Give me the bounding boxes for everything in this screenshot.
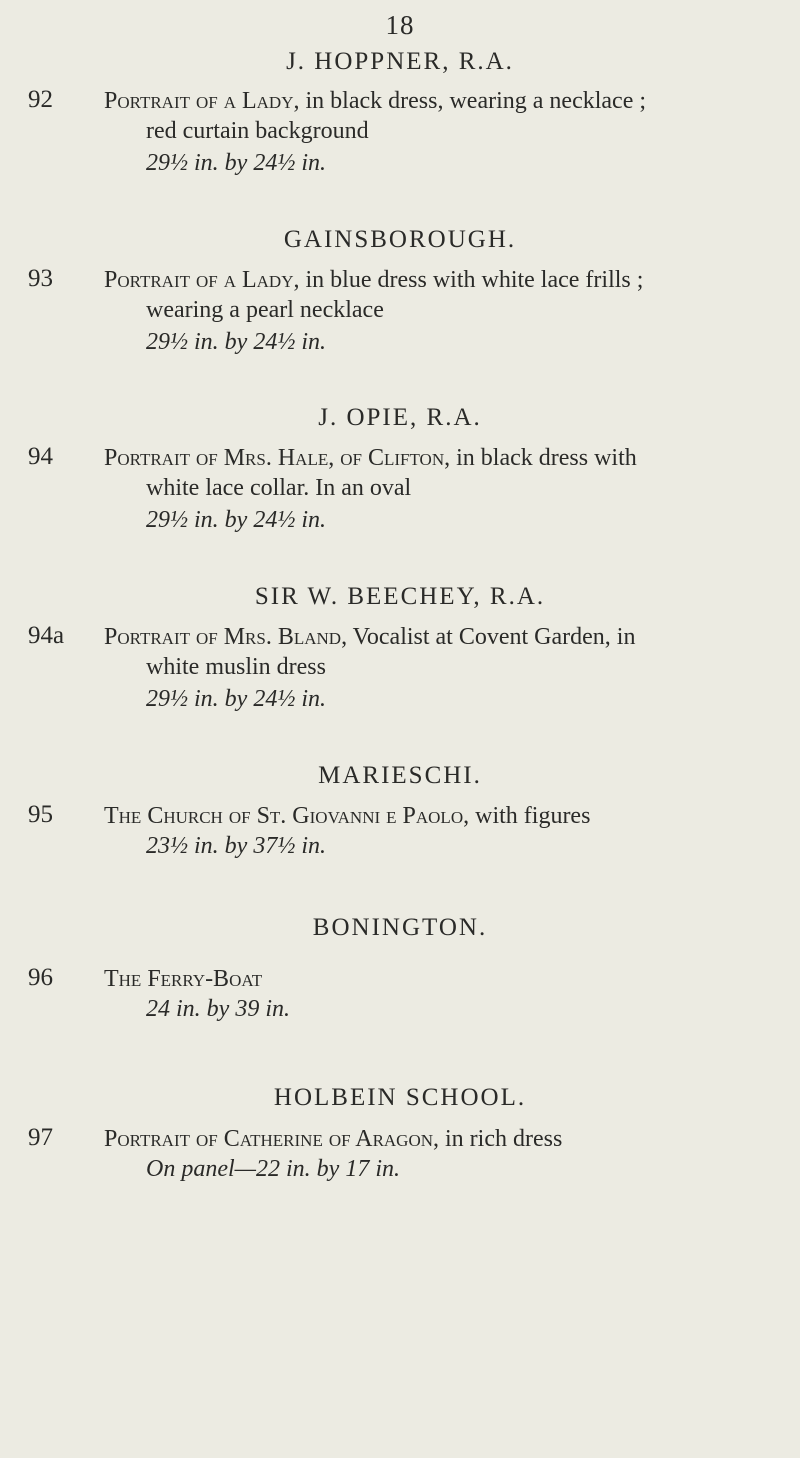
lot-title: Portrait of a Lady, [104, 88, 300, 114]
artist-heading: HOLBEIN SCHOOL. [273, 1084, 527, 1111]
artist-heading: MARIESCHI. [318, 762, 482, 789]
lot-dimensions: 29½ in. by 24½ in. [146, 150, 326, 176]
lot-description-text: in blue dress with white lace frills ; [299, 267, 644, 293]
lot-description-continued: white muslin dress [146, 654, 326, 680]
lot-description-text: in black dress, wearing a necklace ; [299, 88, 647, 114]
artist-heading: BONINGTON. [312, 914, 488, 941]
lot-dimensions: 29½ in. by 24½ in. [146, 329, 326, 355]
artist-heading: GAINSBOROUGH. [283, 226, 517, 253]
lot-description [104, 622, 784, 682]
lot-description [104, 443, 784, 503]
lot-description-continued: red curtain background [146, 118, 369, 144]
lot-title: Portrait of Mrs. Bland, [104, 624, 348, 650]
lot-number: 94 [28, 443, 53, 470]
lot-description [104, 265, 784, 325]
lot-title: Portrait of Mrs. Hale, of Clifton, [104, 445, 451, 471]
lot-dimensions: 29½ in. by 24½ in. [146, 686, 326, 712]
lot-description [104, 801, 784, 831]
lot-dimensions: 23½ in. by 37½ in. [146, 833, 326, 859]
lot-description [104, 964, 784, 994]
lot-title: The Ferry-Boat [104, 966, 263, 992]
lot-number: 95 [28, 801, 53, 828]
artist-heading: J. HOPPNER, R.A. [286, 48, 514, 75]
lot-number: 92 [28, 86, 53, 113]
lot-description-text: with figures [469, 803, 591, 829]
lot-title: Portrait of a Lady, [104, 267, 300, 293]
lot-description [104, 1124, 784, 1154]
lot-dimensions: On panel—22 in. by 17 in. [146, 1156, 400, 1182]
lot-number: 93 [28, 265, 53, 292]
lot-number: 97 [28, 1124, 53, 1151]
lot-title: Portrait of Catherine of Aragon, [104, 1126, 440, 1152]
page-number: 18 [385, 10, 415, 40]
artist-heading: J. OPIE, R.A. [318, 404, 482, 431]
lot-dimensions: 24 in. by 39 in. [146, 996, 290, 1022]
artist-heading: SIR W. BEECHEY, R.A. [254, 583, 546, 610]
lot-dimensions: 29½ in. by 24½ in. [146, 507, 326, 533]
lot-number: 94a [28, 622, 65, 649]
lot-description-text: Vocalist at Covent Garden, in [347, 624, 636, 650]
lot-description [104, 86, 784, 146]
lot-title: The Church of St. Giovanni e Paolo, [104, 803, 470, 829]
lot-description-continued: wearing a pearl necklace [146, 297, 384, 323]
lot-number: 96 [28, 964, 53, 991]
lot-description-continued: white lace collar. In an oval [146, 475, 412, 501]
lot-description-text: in black dress with [450, 445, 637, 471]
lot-description-text: in rich dress [439, 1126, 563, 1152]
